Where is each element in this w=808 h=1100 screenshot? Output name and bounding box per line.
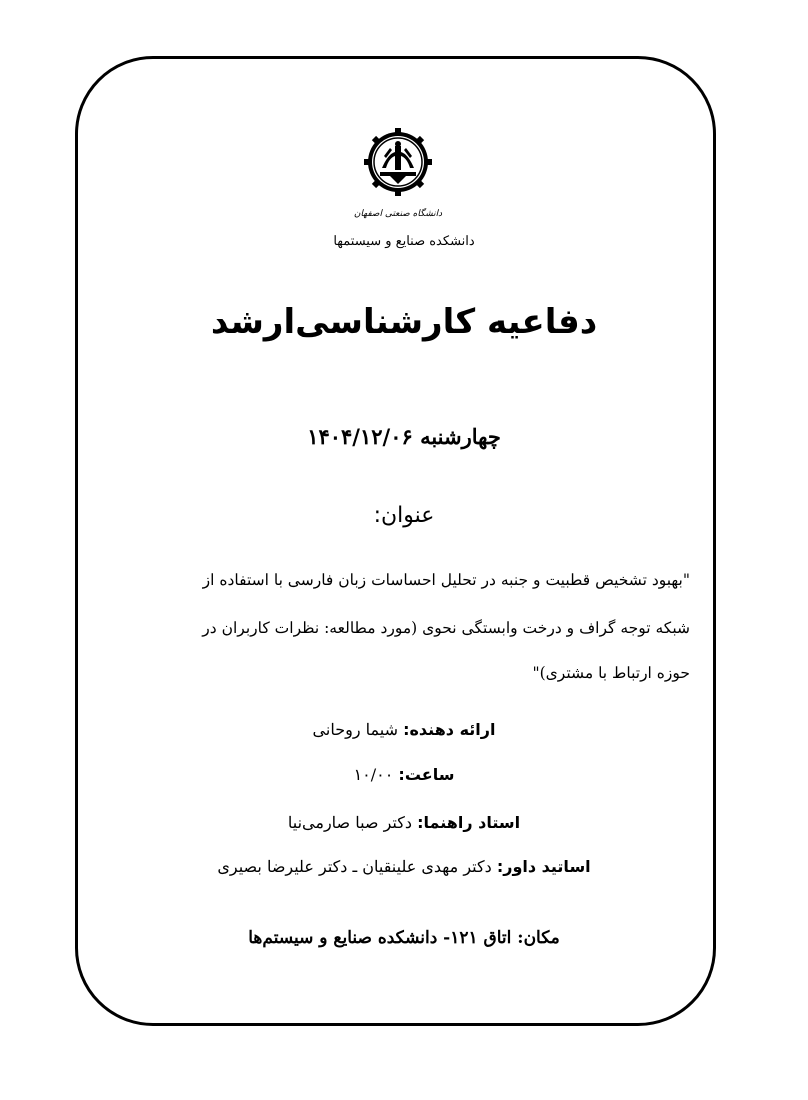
advisor-name: دکتر صبا صارمی‌نیا xyxy=(287,813,412,832)
advisor-label: استاد راهنما: xyxy=(417,813,521,832)
referees-label: اساتید داور: xyxy=(496,857,591,876)
presenter-row xyxy=(80,720,728,739)
presenter-name: شیما روحانی xyxy=(312,720,398,739)
defense-date: چهارشنبه ۱۴۰۴/۱۲/۰۶ xyxy=(307,424,501,449)
university-logo xyxy=(343,124,453,224)
thesis-title-line-2: شبکه توجه گراف و درخت وابستگی نحوی (مورد مطالعه: نظرات کاربران در xyxy=(202,619,690,637)
presenter-label: ارائه دهنده: xyxy=(403,720,496,739)
thesis-title-line-3: حوزه ارتباط با مشتری)" xyxy=(532,664,690,682)
time-row xyxy=(80,765,728,784)
subject-label: عنوان: xyxy=(373,503,435,528)
thesis-title-line-1: "بهبود تشخیص قطبیت و جنبه در تحلیل احساسات زبان فارسی با استفاده از xyxy=(202,571,690,589)
logo-caption: دانشگاه صنعتی اصفهان xyxy=(353,209,443,219)
advisor-row xyxy=(80,813,728,832)
time-value: ۱۰/۰۰ xyxy=(353,765,394,784)
referees-row xyxy=(80,857,728,876)
faculty-name: دانشکده صنایع و سیستمها xyxy=(333,234,475,249)
location: مکان: اتاق ۱۲۱- دانشکده صنایع و سیستم‌ها xyxy=(248,928,560,948)
page-title: دفاعیه کارشناسی‌ارشد xyxy=(210,302,598,342)
time-label: ساعت: xyxy=(398,765,455,784)
referees-names: دکتر مهدی علینقیان ـ دکتر علیرضا بصیری xyxy=(217,857,492,876)
